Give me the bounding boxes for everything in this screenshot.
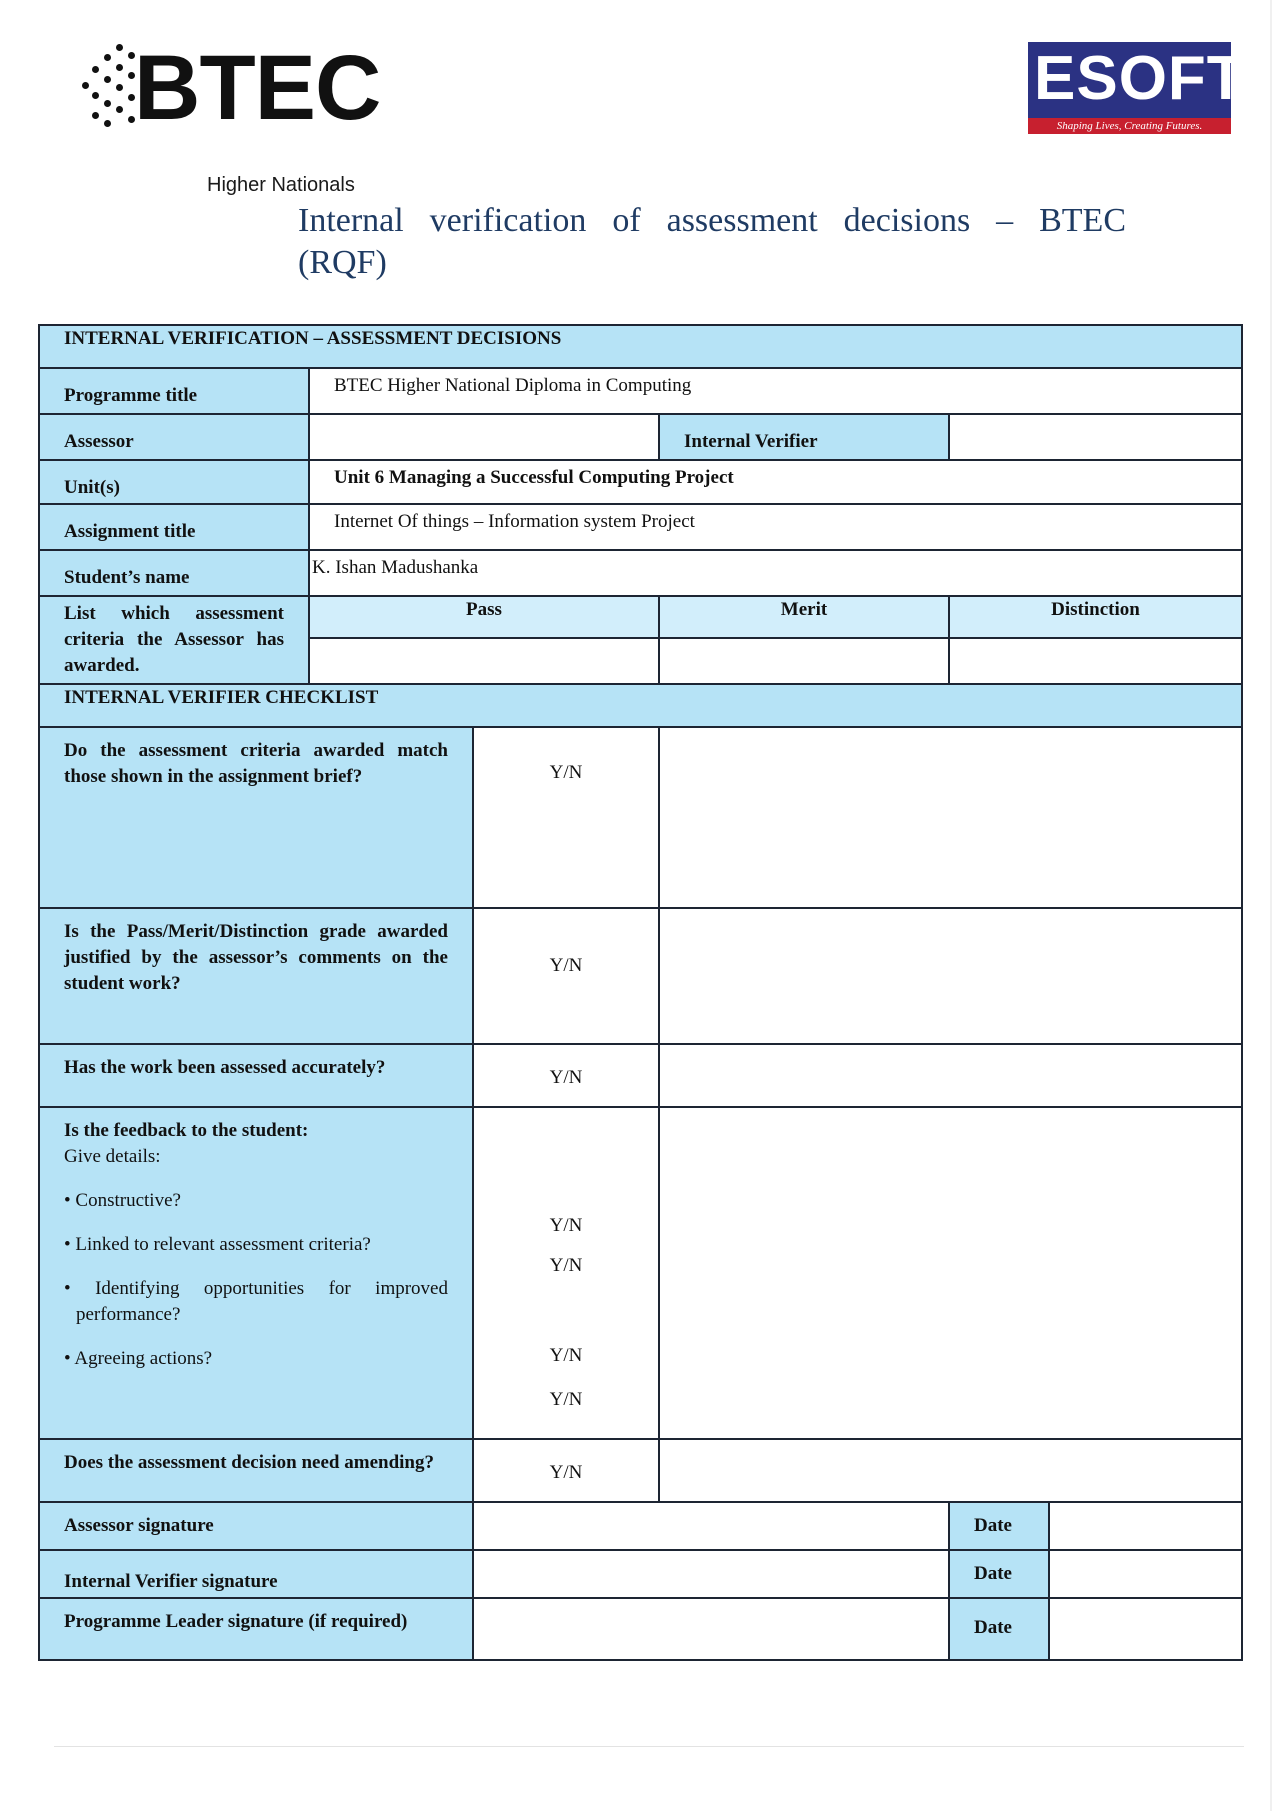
internal-verifier-value: [949, 414, 1242, 460]
programme-title-label: Programme title: [39, 368, 309, 414]
yn-criteria-match: Y/N: [473, 727, 659, 908]
units-label: Unit(s): [39, 460, 309, 504]
comment-criteria-match: [659, 727, 1242, 908]
assignment-title-row: [39, 504, 1242, 550]
esoft-logo-text: ESOFT: [1034, 44, 1246, 113]
pl-date-value: [1049, 1598, 1242, 1660]
yn-decision-amending: Y/N: [473, 1439, 659, 1502]
assessor-signature-label: Assessor signature: [39, 1502, 473, 1550]
iv-signature-row: [39, 1550, 1242, 1598]
q-feedback-item-constructive: • Constructive?: [64, 1190, 181, 1211]
programme-title-row: [39, 368, 1242, 414]
iv-date-value: [1049, 1550, 1242, 1598]
page-title: Internal verification of assessment decisions – BTEC (RQF): [298, 202, 1126, 281]
comment-feedback: [659, 1107, 1242, 1439]
pass-criteria-value: [309, 638, 659, 684]
assignment-title-label: Assignment title: [39, 504, 309, 550]
btec-logo: [82, 37, 381, 139]
assessor-row: [39, 414, 1242, 460]
esoft-tagline: Shaping Lives, Creating Futures.: [1028, 118, 1231, 134]
comment-grade-justified: [659, 908, 1242, 1044]
iv-date-label: Date: [949, 1550, 1049, 1598]
yn-grade-justified: Y/N: [473, 908, 659, 1044]
q-assessed-accurately: Has the work been assessed accurately?: [39, 1044, 473, 1107]
checklist-title: INTERNAL VERIFIER CHECKLIST: [39, 684, 1242, 727]
footer-divider: [54, 1746, 1244, 1747]
pl-signature-row: [39, 1598, 1242, 1660]
q-feedback-item-linked: • Linked to relevant assessment criteria?: [64, 1234, 371, 1255]
assessor-date-label: Date: [949, 1502, 1049, 1550]
yn-feedback-constructive: Y/N: [549, 1215, 583, 1236]
iv-signature-label: Internal Verifier signature: [39, 1550, 473, 1598]
iv-signature-value: [473, 1550, 949, 1598]
q-criteria-match: Do the assessment criteria awarded match those shown in the assignment brief?: [39, 727, 473, 908]
assessor-value: [309, 414, 659, 460]
checklist-row-assessed-accurately: [39, 1044, 1242, 1107]
criteria-awarded-label: List which assessment criteria the Assessor has awarded.: [39, 596, 309, 684]
yn-feedback-linked: Y/N: [549, 1255, 583, 1276]
merit-header: Merit: [659, 596, 949, 638]
yn-feedback-group: [473, 1107, 659, 1439]
section-header-row: [39, 325, 1242, 368]
checklist-row-decision-amending: [39, 1439, 1242, 1502]
q-feedback-subtitle: Give details:: [64, 1146, 161, 1167]
q-feedback-item-agreeing: • Agreeing actions?: [64, 1348, 213, 1369]
page-edge: [1270, 0, 1272, 1811]
q-grade-justified: Is the Pass/Merit/Distinction grade awarded justified by the assessor’s comments on the student work?: [39, 908, 473, 1044]
section-title: INTERNAL VERIFICATION – ASSESSMENT DECISIONS: [39, 325, 1242, 368]
student-name-label: Student’s name: [39, 550, 309, 596]
distinction-header: Distinction: [949, 596, 1242, 638]
q-feedback-title: Is the feedback to the student:: [64, 1120, 309, 1141]
assessor-signature-value: [473, 1502, 949, 1550]
yn-assessed-accurately: Y/N: [473, 1044, 659, 1107]
verification-form: [38, 324, 1243, 1661]
student-name-value: K. Ishan Madushanka: [309, 550, 1242, 596]
internal-verifier-label: Internal Verifier: [659, 414, 949, 460]
esoft-logo: [1028, 42, 1246, 134]
distinction-criteria-value: [949, 638, 1242, 684]
higher-nationals-label: Higher Nationals: [207, 174, 355, 196]
checklist-header-row: [39, 684, 1242, 727]
q-decision-amending: Does the assessment decision need amending?: [39, 1439, 473, 1502]
assessor-label: Assessor: [39, 414, 309, 460]
q-feedback-item-opportunities: • Identifying opportunities for improved performance?: [64, 1278, 448, 1325]
yn-feedback-agreeing: Y/N: [549, 1389, 583, 1410]
pl-date-label: Date: [949, 1598, 1049, 1660]
programme-title-value: BTEC Higher National Diploma in Computing: [309, 368, 1242, 414]
checklist-row-feedback: [39, 1107, 1242, 1439]
pass-header: Pass: [309, 596, 659, 638]
btec-dots-icon: [82, 38, 140, 134]
assignment-title-value: Internet Of things – Information system Project: [309, 504, 1242, 550]
units-value: Unit 6 Managing a Successful Computing Project: [309, 460, 1242, 504]
assessor-signature-row: [39, 1502, 1242, 1550]
q-feedback: [39, 1107, 473, 1439]
assessor-date-value: [1049, 1502, 1242, 1550]
pl-signature-value: [473, 1598, 949, 1660]
units-row: [39, 460, 1242, 504]
pl-signature-label: Programme Leader signature (if required): [39, 1598, 473, 1660]
comment-assessed-accurately: [659, 1044, 1242, 1107]
checklist-row-criteria-match: [39, 727, 1242, 908]
merit-criteria-value: [659, 638, 949, 684]
checklist-row-grade-justified: [39, 908, 1242, 1044]
btec-logo-text: BTEC: [134, 37, 381, 139]
yn-feedback-opportunities: Y/N: [549, 1345, 583, 1366]
student-name-row: [39, 550, 1242, 596]
comment-decision-amending: [659, 1439, 1242, 1502]
grades-header-row: [39, 596, 1242, 638]
